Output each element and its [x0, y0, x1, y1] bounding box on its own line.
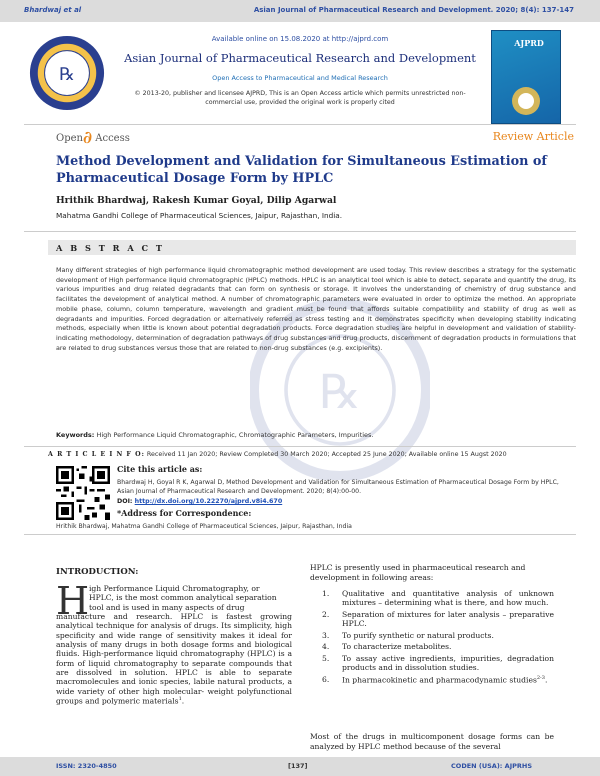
paper-title: Method Development and Validation for Simultaneous Estimation of Pharmaceutical Dosage Form by HPLC — [56, 154, 547, 187]
keywords-list: High Performance Liquid Chromatographic, Chromatographic Parameters, Impurities. — [94, 431, 374, 439]
open-lock-icon: ∂ — [82, 128, 93, 148]
list-item — [322, 642, 554, 651]
list-item — [322, 631, 554, 640]
page-footer — [0, 757, 600, 776]
page-number: [137] — [288, 762, 308, 770]
list-text: Qualitative and quantitative analysis of unknown mixtures – determining what is there, and how much. — [342, 589, 554, 608]
keywords-label: Keywords: — [56, 431, 95, 439]
list-item: 6. In pharmacokinetic and pharmacodynamic studies$^{2-3}$. — [322, 674, 548, 685]
correspondence-text: Hrithik Bhardwaj, Mahatma Gandhi College of Pharmaceutical Sciences, Jaipur, Rajasthan, India — [56, 523, 352, 530]
available-online[interactable]: Available online on 15.08.2020 at http://ajprd.com — [211, 35, 389, 43]
copyright-notice — [112, 89, 488, 107]
divider — [24, 446, 576, 447]
copyright-line-2: commercial use, provided the original work is properly cited — [205, 99, 395, 107]
article-info — [48, 451, 576, 461]
running-header-authors: Bhardwaj et al — [24, 6, 82, 14]
authors: Hrithik Bhardwaj, Rakesh Kumar Goyal, Dilip Agarwal — [56, 195, 337, 206]
citation-ref: 1 — [178, 695, 182, 702]
list-num: 2. — [322, 609, 330, 619]
open-access-badge — [56, 128, 130, 148]
intro-line-3: tool and is used in many aspects of drug — [89, 602, 245, 612]
abstract-heading: A B S T R A C T — [56, 243, 165, 253]
drop-cap: H — [56, 579, 90, 623]
introduction-body: igh Performance Liquid Chromatography, or HPLC, is the most common analytical separation tool and is used in many aspects of drug manufacture and research. HPLC is fastest growing analytical technique for analysis of drugs. Its simplicity, high specificity and wide range of sensitivity makes it ideal for analysis of many drugs in both dosage forms and biological fluids. High-performance liquid chromatography (HPLC) is a form of liquid chromatography to separate compounds that are dissolved in solution. HPLC is able to separate macromolecules and ionic species, labile natural products, a wide variety of other high molecular- weight polyfunctional groups and polymeric materials$^1$. — [56, 584, 292, 706]
list-num: 1. — [322, 589, 330, 598]
list-num: 3. — [322, 630, 330, 640]
doi-label: DOI: — [117, 498, 135, 505]
intro-body-text: manufacture and research. HPLC is fastest growing analytical technique for analysis of drugs. Its simplicity, high specificity and wide range of sensitivity makes it ideal for analysis of many drugs in both dosage forms and biological fluids. High-performance liquid chromatography (HPLC) is a form of liquid chromatography to separate compounds that are dissolved in solution. HPLC is able to separate macromolecules and ionic species, labile natural products, a wide variety of other high molecular- weight polyfunctional groups and polymeric materials — [56, 611, 292, 706]
affiliation: Mahatma Gandhi College of Pharmaceutical Sciences, Jaipur, Rajasthan, India. — [56, 211, 343, 220]
divider — [24, 534, 576, 535]
list-num: 4. — [322, 642, 330, 652]
open-access-open: Open — [56, 133, 83, 144]
intro-line-2: HPLC, is the most common analytical separation — [89, 593, 277, 603]
divider — [24, 231, 576, 232]
open-access-access: Access — [95, 133, 130, 144]
open-access-tagline: Open Access to Pharmaceutical and Medical Research — [212, 74, 388, 82]
hplc-areas-intro: HPLC is presently used in pharmaceutical research and development in following areas: — [310, 563, 526, 583]
list-item — [322, 654, 554, 673]
qr-code[interactable] — [56, 466, 110, 520]
journal-title: Asian Journal of Pharmaceutical Research and Development — [124, 51, 476, 65]
hplc-continuation: Most of the drugs in multicomponent dosage forms can be analyzed by HPLC method because of the several — [310, 732, 554, 751]
running-header — [0, 0, 600, 22]
citation-text: Bhardwaj H, Goyal R K, Agarwal D, Method Development and Validation for Simultaneous Estimation of Pharmaceutical Dosage Form by HPLC, Asian Journal of Pharmaceutical Research and Development. 2020; 8(4):00-00. — [117, 479, 559, 496]
list-num: 6. — [322, 674, 330, 684]
article-info-dates: Received 11 Jan 2020; Review Completed 30 March 2020; Accepted 25 June 2020; Available online 15 Augst 2020 — [144, 451, 507, 458]
cover-acronym: AJPRD — [514, 38, 544, 48]
svg-text:℞: ℞ — [319, 366, 361, 420]
introduction-heading: INTRODUCTION: — [56, 567, 139, 577]
journal-seal-logo — [28, 34, 106, 112]
list-text: To characterize metabolites. — [342, 642, 452, 652]
doi-link[interactable]: http://dx.doi.org/10.22270/ajprd.v8i4.670 — [134, 498, 283, 505]
article-info-label: A R T I C L E I N F O: — [48, 451, 145, 458]
keywords — [56, 431, 374, 439]
svg-text:℞: ℞ — [59, 64, 75, 85]
copyright-line-1: © 2013-20, publisher and licensee AJPRD, This is an Open Access article which permits unrestricted non- — [134, 90, 466, 97]
list-item — [322, 610, 554, 629]
doi — [117, 498, 282, 505]
journal-masthead — [112, 35, 488, 107]
intro-line-1: igh Performance Liquid Chromatography, or — [89, 584, 260, 593]
list-text: Separation of mixtures for later analysis – preparative HPLC. — [342, 609, 554, 629]
article-type: Review Article — [492, 130, 574, 143]
list-text: To purify synthetic or natural products. — [342, 630, 494, 640]
journal-cover-logo — [491, 30, 561, 124]
divider — [24, 124, 576, 125]
running-header-journal: Asian Journal of Pharmaceutical Research and Development. 2020; 8(4): 137-147 — [253, 6, 574, 14]
list-item — [322, 589, 554, 608]
cite-heading: Cite this article as: — [117, 464, 203, 474]
issn: ISSN: 2320-4850 — [56, 762, 117, 770]
list-num: 5. — [322, 653, 330, 663]
list-text: To assay active ingredients, impurities, degradation products and in dissolution studies. — [342, 653, 554, 673]
coden: CODEN (USA): AJPRHS — [451, 762, 532, 770]
list-text: In pharmacokinetic and pharmacodynamic studies — [342, 675, 537, 685]
citation-ref: 2-3 — [536, 674, 545, 681]
hplc-areas-list — [322, 589, 554, 687]
correspondence-heading: *Address for Correspondence: — [117, 508, 252, 518]
abstract-text: Many different strategies of high performance liquid chromatographic method development are used today. This review describes a strategy for the systematic development of High performance liquid chromatographic (HPLC) methods. HPLC is an analytical tool which is able to detect, separate and quantify the drug, its various impurities and drug related degradants that can form on synthesis or storage. It involves the understanding of chemistry of drug substance and facilitates the development of analytical method. A number of chromatographic parameters were evaluated in order to optimize the method. An appropriate mobile phase, column, column temperature, wavelength and gradient must be found that affords suitable compatibility and stability of drug as well as degradants and impurities. Forced degradation or alternatively referred as stress testing and it demonstrates specificity when developing stability indicating methods, especially when little is known about potential degradation products. Force degradation studies are helpful in development and validation of stability-indicating methodology, determination of degradation pathways of drug substances and drug products, discernment of degradation products in formulations that are related to drug substances versus those that are related to non-drug substances (e.g. excipients). — [56, 266, 576, 352]
